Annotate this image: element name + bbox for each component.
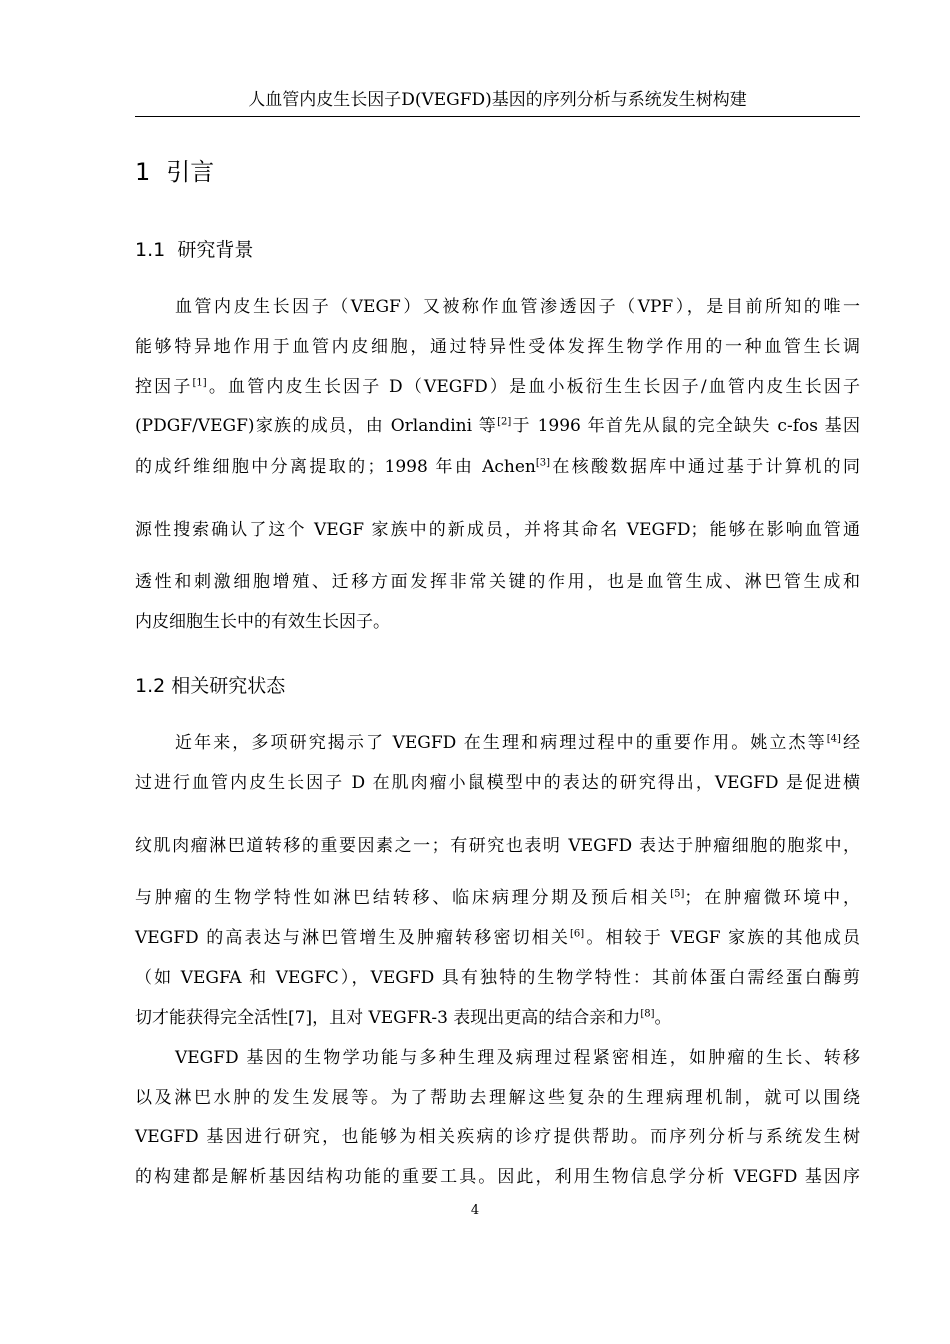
paragraph-line xyxy=(135,414,860,438)
text-run: 与肿瘤的生物学特性如淋巴结转移、临床病理分期及预后相关 xyxy=(135,888,671,908)
paragraph-line: 能够特异地作用于血管内皮细胞，通过特异性受体发挥生物学作用的一种血管生长调 xyxy=(135,337,860,357)
text-run: 。 xyxy=(654,1008,672,1028)
citation: [3] xyxy=(535,457,550,469)
text-run: 经 xyxy=(840,733,861,753)
paragraph-line: 以及淋巴水肿的发生发展等。为了帮助去理解这些复杂的生理病理机制，就可以围绕 xyxy=(135,1088,860,1108)
paragraph-line: 的构建都是解析基因结构功能的重要工具。因此，利用生物信息学分析 VEGFD 基因序 xyxy=(135,1167,860,1187)
text-run: 于 1996 年首先从鼠的完全缺失 c-fos 基因 xyxy=(511,416,860,436)
citation: [2] xyxy=(497,416,512,428)
chapter-number: 1 xyxy=(135,158,151,186)
paragraph-line: （如 VEGFA 和 VEGFC），VEGFD 具有独特的生物学特性：其前体蛋白需经蛋白酶剪 xyxy=(135,968,860,988)
paragraph-line xyxy=(135,1006,860,1030)
text-run: 。血管内皮生长因子 D（VEGFD）是血小板衍生生长因子/血管内皮生长因子 xyxy=(206,377,860,397)
running-header: 人血管内皮生长因子D(VEGFD)基因的序列分析与系统发生树构建 xyxy=(135,88,860,117)
text-run: 近年来，多项研究揭示了 VEGFD 在生理和病理过程中的重要作用。姚立杰等 xyxy=(175,733,827,753)
section-heading-1-2: 1.2 相关研究状态 xyxy=(135,675,286,697)
page-number: 4 xyxy=(470,1203,480,1218)
text-run: 在核酸数据库中通过基于计算机的同 xyxy=(550,457,860,477)
text-run: 的成纤维细胞中分离提取的；1998 年由 Achen xyxy=(135,457,536,477)
paragraph-line: 血管内皮生长因子（VEGF）又被称作血管渗透因子（VPF），是目前所知的唯一 xyxy=(175,297,860,317)
text-run: ；在肿瘤微环境中， xyxy=(684,888,861,908)
citation: [6] xyxy=(570,928,585,940)
paragraph-line xyxy=(135,886,860,910)
citation: [5] xyxy=(670,888,685,900)
text-run: 控因子 xyxy=(135,377,193,397)
citation: [1] xyxy=(192,377,207,389)
text-run: 切才能获得完全活性[7]，且对 VEGFR-3 表现出更高的结合亲和力 xyxy=(135,1008,641,1028)
chapter-heading xyxy=(135,152,214,187)
paragraph-line: VEGFD 基因进行研究，也能够为相关疾病的诊疗提供帮助。而序列分析与系统发生树 xyxy=(135,1127,860,1147)
paragraph-line: 过进行血管内皮生长因子 D 在肌肉瘤小鼠模型中的表达的研究得出，VEGFD 是促进横 xyxy=(135,773,860,793)
paragraph-line: 纹肌肉瘤淋巴道转移的重要因素之一；有研究也表明 VEGFD 表达于肿瘤细胞的胞浆中， xyxy=(135,836,860,856)
citation: [8] xyxy=(640,1008,655,1020)
paragraph-line xyxy=(135,455,860,479)
paragraph-line xyxy=(135,926,860,950)
section-number: 1.1 xyxy=(135,239,166,261)
text-run: 。相较于 VEGF 家族的其他成员 xyxy=(584,928,860,948)
text-run: VEGFD 的高表达与淋巴管增生及肿瘤转移密切相关 xyxy=(135,928,571,948)
text-run: (PDGF/VEGF)家族的成员，由 Orlandini 等 xyxy=(135,416,498,436)
paragraph-line: 透性和刺激细胞增殖、迁移方面发挥非常关键的作用，也是血管生成、淋巴管生成和 xyxy=(135,572,860,592)
citation: [4] xyxy=(826,733,841,745)
section-heading-1-1 xyxy=(135,235,253,262)
paragraph-line: VEGFD 基因的生物学功能与多种生理及病理过程紧密相连，如肿瘤的生长、转移 xyxy=(175,1048,860,1068)
paragraph-line xyxy=(135,375,860,399)
paragraph-line: 内皮细胞生长中的有效生长因子。 xyxy=(135,612,390,632)
paragraph-line xyxy=(175,731,860,755)
section-title: 研究背景 xyxy=(177,239,254,261)
chapter-title: 引言 xyxy=(166,158,215,186)
paragraph-line: 源性搜索确认了这个 VEGF 家族中的新成员，并将其命名 VEGFD；能够在影响血管通 xyxy=(135,520,860,540)
